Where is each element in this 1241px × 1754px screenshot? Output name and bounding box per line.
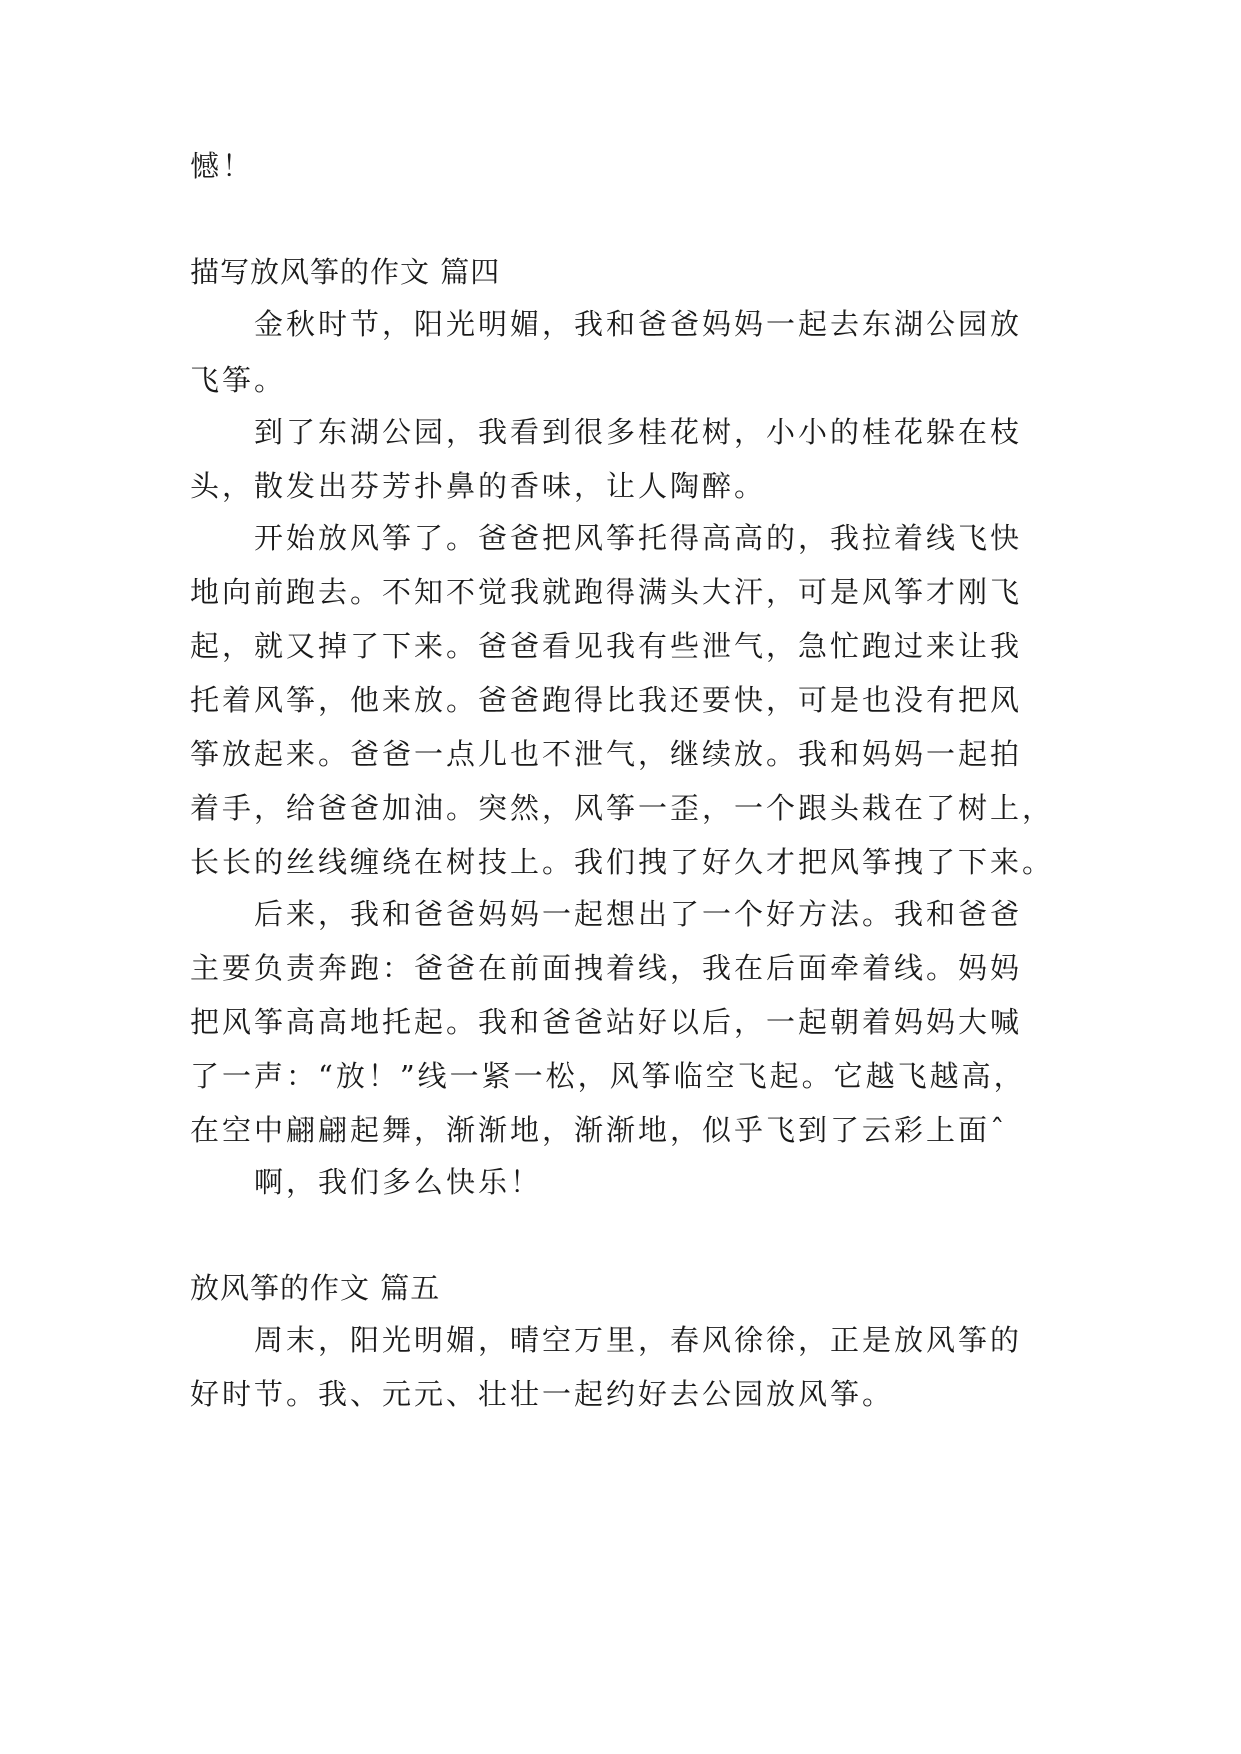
paragraph-line: 啊，我们多么快乐！ [254, 1165, 543, 1199]
paragraph-line: 起，就又掉了下来。爸爸看见我有些泄气，急忙跑过来让我 [190, 629, 1023, 663]
paragraph-line: 了一声：“放！”线一紧一松，风筝临空飞起。它越飞越高， [190, 1059, 1026, 1093]
paragraph-line: 后来，我和爸爸妈妈一起想出了一个好方法。我和爸爸 [254, 897, 1023, 931]
text-line: 憾！ [190, 149, 255, 183]
paragraph-line: 金秋时节，阳光明媚，我和爸爸妈妈一起去东湖公园放 [254, 307, 1023, 341]
paragraph-line: 长长的丝线缠绕在树技上。我们拽了好久才把风筝拽了下来。 [190, 845, 1055, 879]
paragraph-line: 飞筝。 [190, 363, 287, 397]
paragraph-line: 主要负责奔跑：爸爸在前面拽着线，我在后面牵着线。妈妈 [190, 951, 1023, 985]
paragraph-line: 周末，阳光明媚，晴空万里，春风徐徐，正是放风筝的 [254, 1323, 1023, 1357]
paragraph-line: 到了东湖公园，我看到很多桂花树，小小的桂花躲在枝 [254, 415, 1023, 449]
paragraph-line: 在空中翩翩起舞，渐渐地，渐渐地，似乎飞到了云彩上面ˆ [190, 1113, 1008, 1147]
paragraph-line: 托着风筝，他来放。爸爸跑得比我还要快，可是也没有把风 [190, 683, 1023, 717]
paragraph-line: 开始放风筝了。爸爸把风筝托得高高的，我拉着线飞快 [254, 521, 1023, 555]
paragraph-line: 好时节。我、元元、壮壮一起约好去公园放风筝。 [190, 1377, 895, 1411]
section-title: 描写放风筝的作文 篇四 [190, 255, 501, 289]
paragraph-line: 着手，给爸爸加油。突然，风筝一歪，一个跟头栽在了树上， [190, 791, 1055, 825]
paragraph-line: 地向前跑去。不知不觉我就跑得满头大汗，可是风筝才刚飞 [190, 575, 1023, 609]
paragraph-line: 把风筝高高地托起。我和爸爸站好以后，一起朝着妈妈大喊 [190, 1005, 1023, 1039]
paragraph-line: 筝放起来。爸爸一点儿也不泄气，继续放。我和妈妈一起拍 [190, 737, 1023, 771]
section-title: 放风筝的作文 篇五 [190, 1271, 441, 1305]
paragraph-line: 头，散发出芬芳扑鼻的香味，让人陶醉。 [190, 469, 767, 503]
